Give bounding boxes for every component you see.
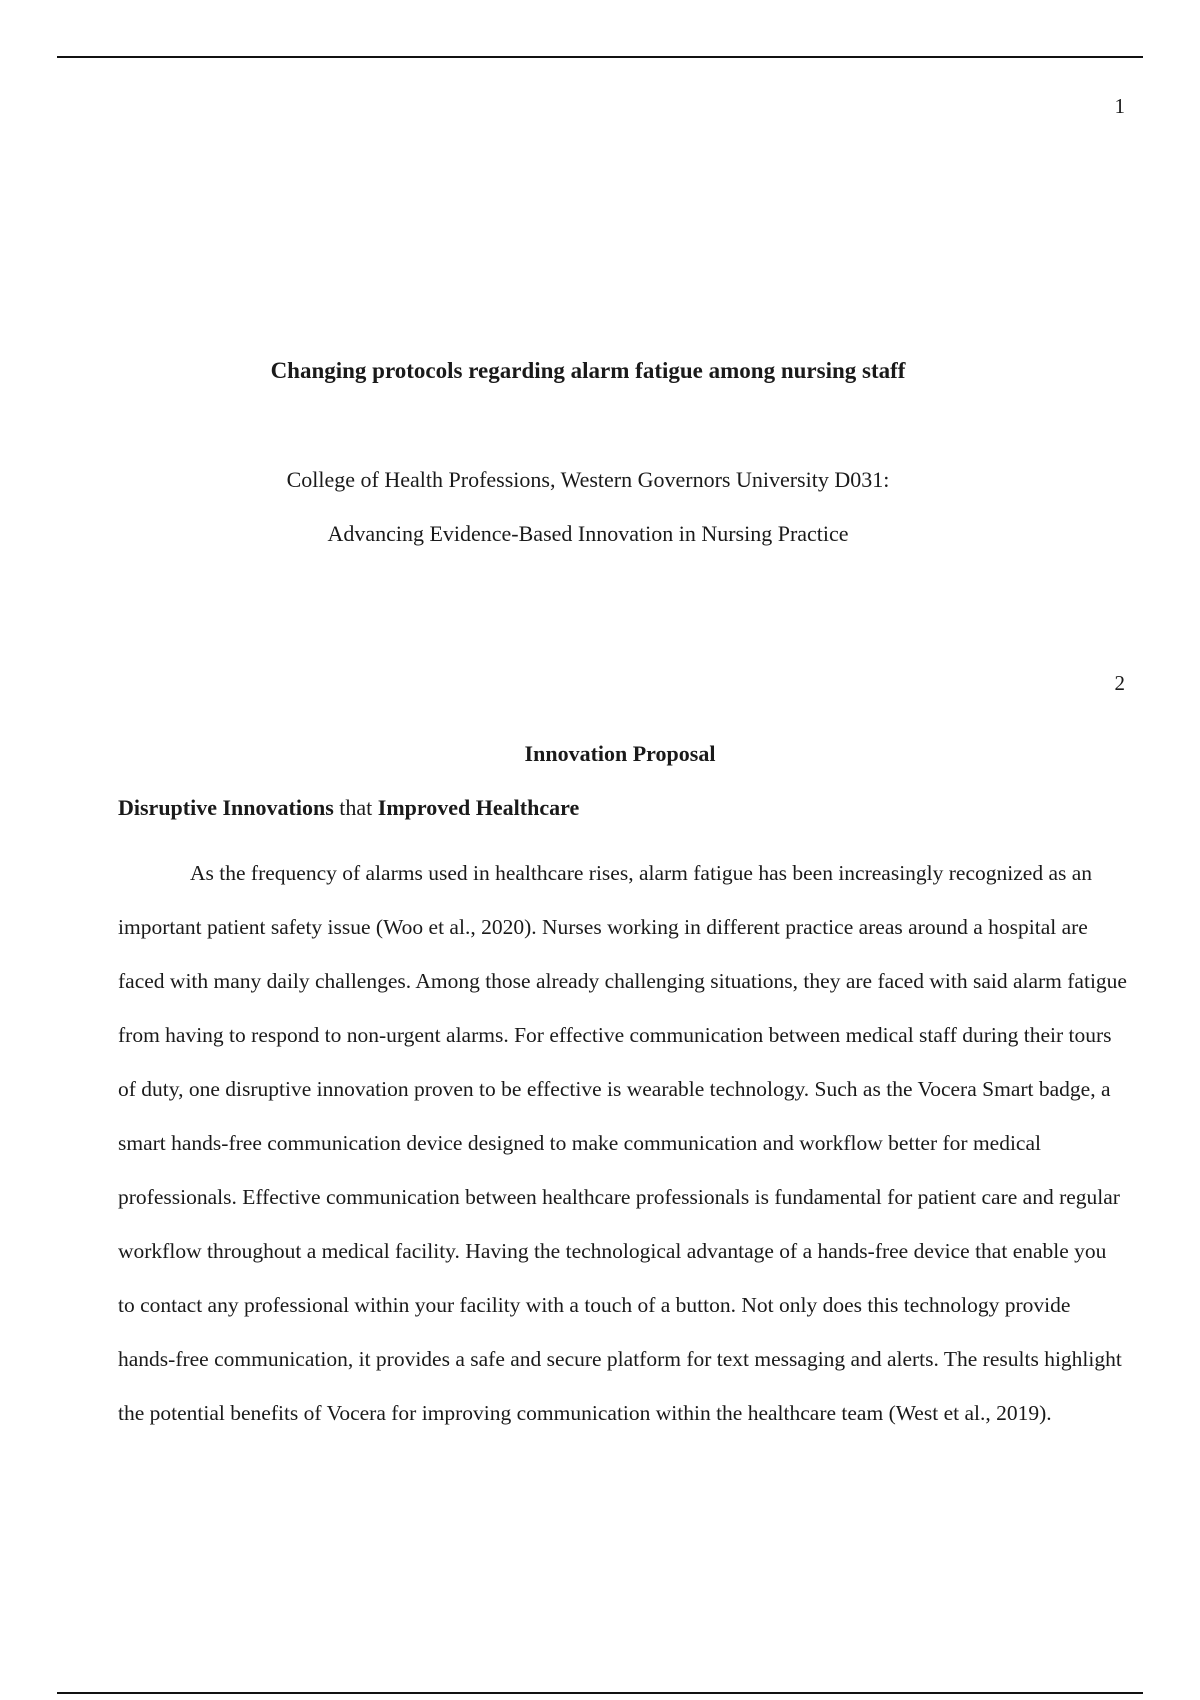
institution-line-1: College of Health Professions, Western Governors University D031: [286,467,890,492]
institution-line-2: Advancing Evidence-Based Innovation in Nursing Practice [327,521,849,546]
section-title: Innovation Proposal [524,741,716,766]
subheading [118,795,579,821]
body-paragraph: As the frequency of alarms used in healthcare rises, alarm fatigue has been increasingly recognized as an important patient safety issue (Woo et al., 2020). Nurses working in different practice areas around a hospital are faced with many daily challenges. Among those already challenging situations, they are faced with said alarm fatigue from having to respond to non-urgent alarms. For effective communication between medical staff during their tours of duty, one disruptive innovation proven to be effective is wearable technology. Such as the Vocera Smart badge, a smart hands-free communication device designed to make communication and workflow better for medical professionals. Effective communication between healthcare professionals is fundamental for patient care and regular workflow throughout a medical facility. Having the technological advantage of a hands-free device that enable you to contact any professional within your facility with a touch of a button. Not only does this technology provide hands-free communication, it provides a safe and secure platform for text messaging and alerts. The results highlight the potential benefits of Vocera for improving communication within the healthcare team (West et al., 2019). [118,861,1127,1425]
subheading-part-3: Improved Healthcare [377,795,580,820]
top-page-divider [57,56,1143,58]
subheading-part-1: Disruptive Innovations [118,795,334,820]
subheading-part-2: that [333,795,378,820]
document-title: Changing protocols regarding alarm fatigue among nursing staff [270,358,906,383]
page-number-1: 1 [1114,94,1125,118]
page-number-2: 2 [1114,671,1125,695]
bottom-page-divider [57,1692,1143,1694]
